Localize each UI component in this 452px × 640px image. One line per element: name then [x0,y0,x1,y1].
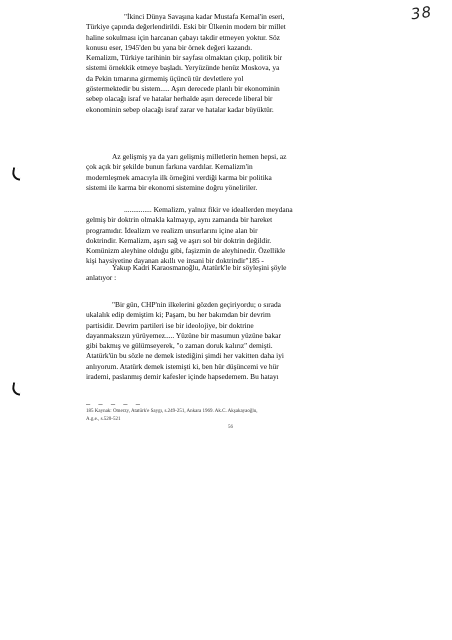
text-line: kişi haysiyetine dayanan akıllı ve insani bir doktrindir"185 - [86,256,264,266]
text-line: anlıyorum. Atatürk demek istemişti ki, ben hür düşüncemi ve hür [86,361,279,371]
text-line: doktrindir. Kemalizm, aşırı sağ ve aşırı sol bir doktrin değildir. [86,235,272,245]
paragraph-5-quote [86,300,388,382]
text-line: ............... Kemalizm, yalnız fikir ve ideallerden meydana [124,205,293,214]
text-line: ukalalık edip demiştim ki; Paşam, bu her bakımdan bir devrim [86,310,271,320]
punch-hole-mark-icon [11,167,22,180]
text-line: programıdır. İdealizm ve realizm unsurlarını içine alan bir [86,225,258,235]
paragraph-1 [86,12,388,115]
text-line: konusu eser, 1945'den bu yana bir örnek değeri kazandı. [86,42,253,52]
paragraph-3 [86,205,388,267]
footnote-line: 185 Kaynak: Ömerzy, Atatürk'e Saygı, s.249-251, Ankara 1969. Ak.C. Akşakayaoğlu, [86,409,258,414]
text-line: partisidir. Devrim partileri ise bir ideolojiye, bir doktrine [86,320,254,330]
footnote [86,408,386,423]
text-line: çok açık bir şekilde bunun farkına vardılar. Kemalizm'in [86,162,253,172]
paragraph-4 [86,263,388,284]
punch-hole-mark-icon [11,382,22,395]
text-line: Komünizm aleyhine olduğu gibi, faşizmin de aleyhinedir. Özellikle [86,246,286,256]
text-line: göstermektedir bu sistem..... Aşırı derecede planlı bir ekonominin [86,84,280,94]
text-line: anlatıyor : [86,273,117,283]
text-line: gibi bakmış ve gülümseyerek, "o zaman doruk kalırız" demişti. [86,341,273,351]
text-line: "İkinci Dünya Savaşına kadar Mustafa Kemal'in eseri, [124,12,285,21]
text-line: Türkiye çapında değerlendirildi. Eski bir Ülkenin modern bir millet [86,22,286,32]
handwritten-page-number: 38 [409,2,434,24]
text-line: "Bir gün, CHP'nin ilkelerini gözden geçiriyordu; o sırada [112,300,281,309]
text-line: sebep olacağı israf ve hatalar herhalde aşırı derecede liberal bir [86,94,273,104]
text-line: da Pekin tımarına girmemiş üçüncü tür devletlere yol [86,73,244,83]
text-line: dayanmaksızın yürüyemez..... Yüzüne bir masumun yüzüne bakar [86,330,281,340]
text-line: gelmiş bir doktrin olmakla kalmayıp, aynı zamanda bir hareket [86,215,273,225]
text-line: Az gelişmiş ya da yarı gelişmiş milletlerin hemen hepsi, az [112,152,287,161]
text-line: Yakup Kadri Karaosmanoğlu, Atatürk'le bir söyleşini şöyle [112,263,287,272]
text-line: sistemi örnekkik etmeye başladı. Yeryüzünde henüz Moskova, ya [86,63,280,73]
text-line: haline sokulması için harcanan çabayı takdir etmeyen yoktur. Söz [86,32,280,42]
paragraph-2 [86,152,388,193]
text-line: sistemi ile karma bir ekonomi sistemine doğru yöneliriler. [86,182,258,192]
text-line: Kemalizm, Türkiye tarihinin bir sayfası olmaktan çıkıp, politik bir [86,53,283,63]
text-line: Atatürk'ün bu sözle ne demek istediğini şimdi her vakitten daha iyi [86,351,284,361]
text-line: ekonominin sebep olacağı israf zarar ve hatalar kadar büyüktür. [86,104,274,114]
footnote-separator: — — — — — [86,400,142,408]
footnote-line: A.g.e., s.520-521 [86,416,121,422]
page-number: 56 [228,425,233,430]
text-line: irademi, paslanmış demir kafesler içinde hapsedemem. Bu hatayı [86,372,279,382]
text-line: modernleşmek amacıyla ilk örneğini verdiği karma bir politika [86,172,272,182]
